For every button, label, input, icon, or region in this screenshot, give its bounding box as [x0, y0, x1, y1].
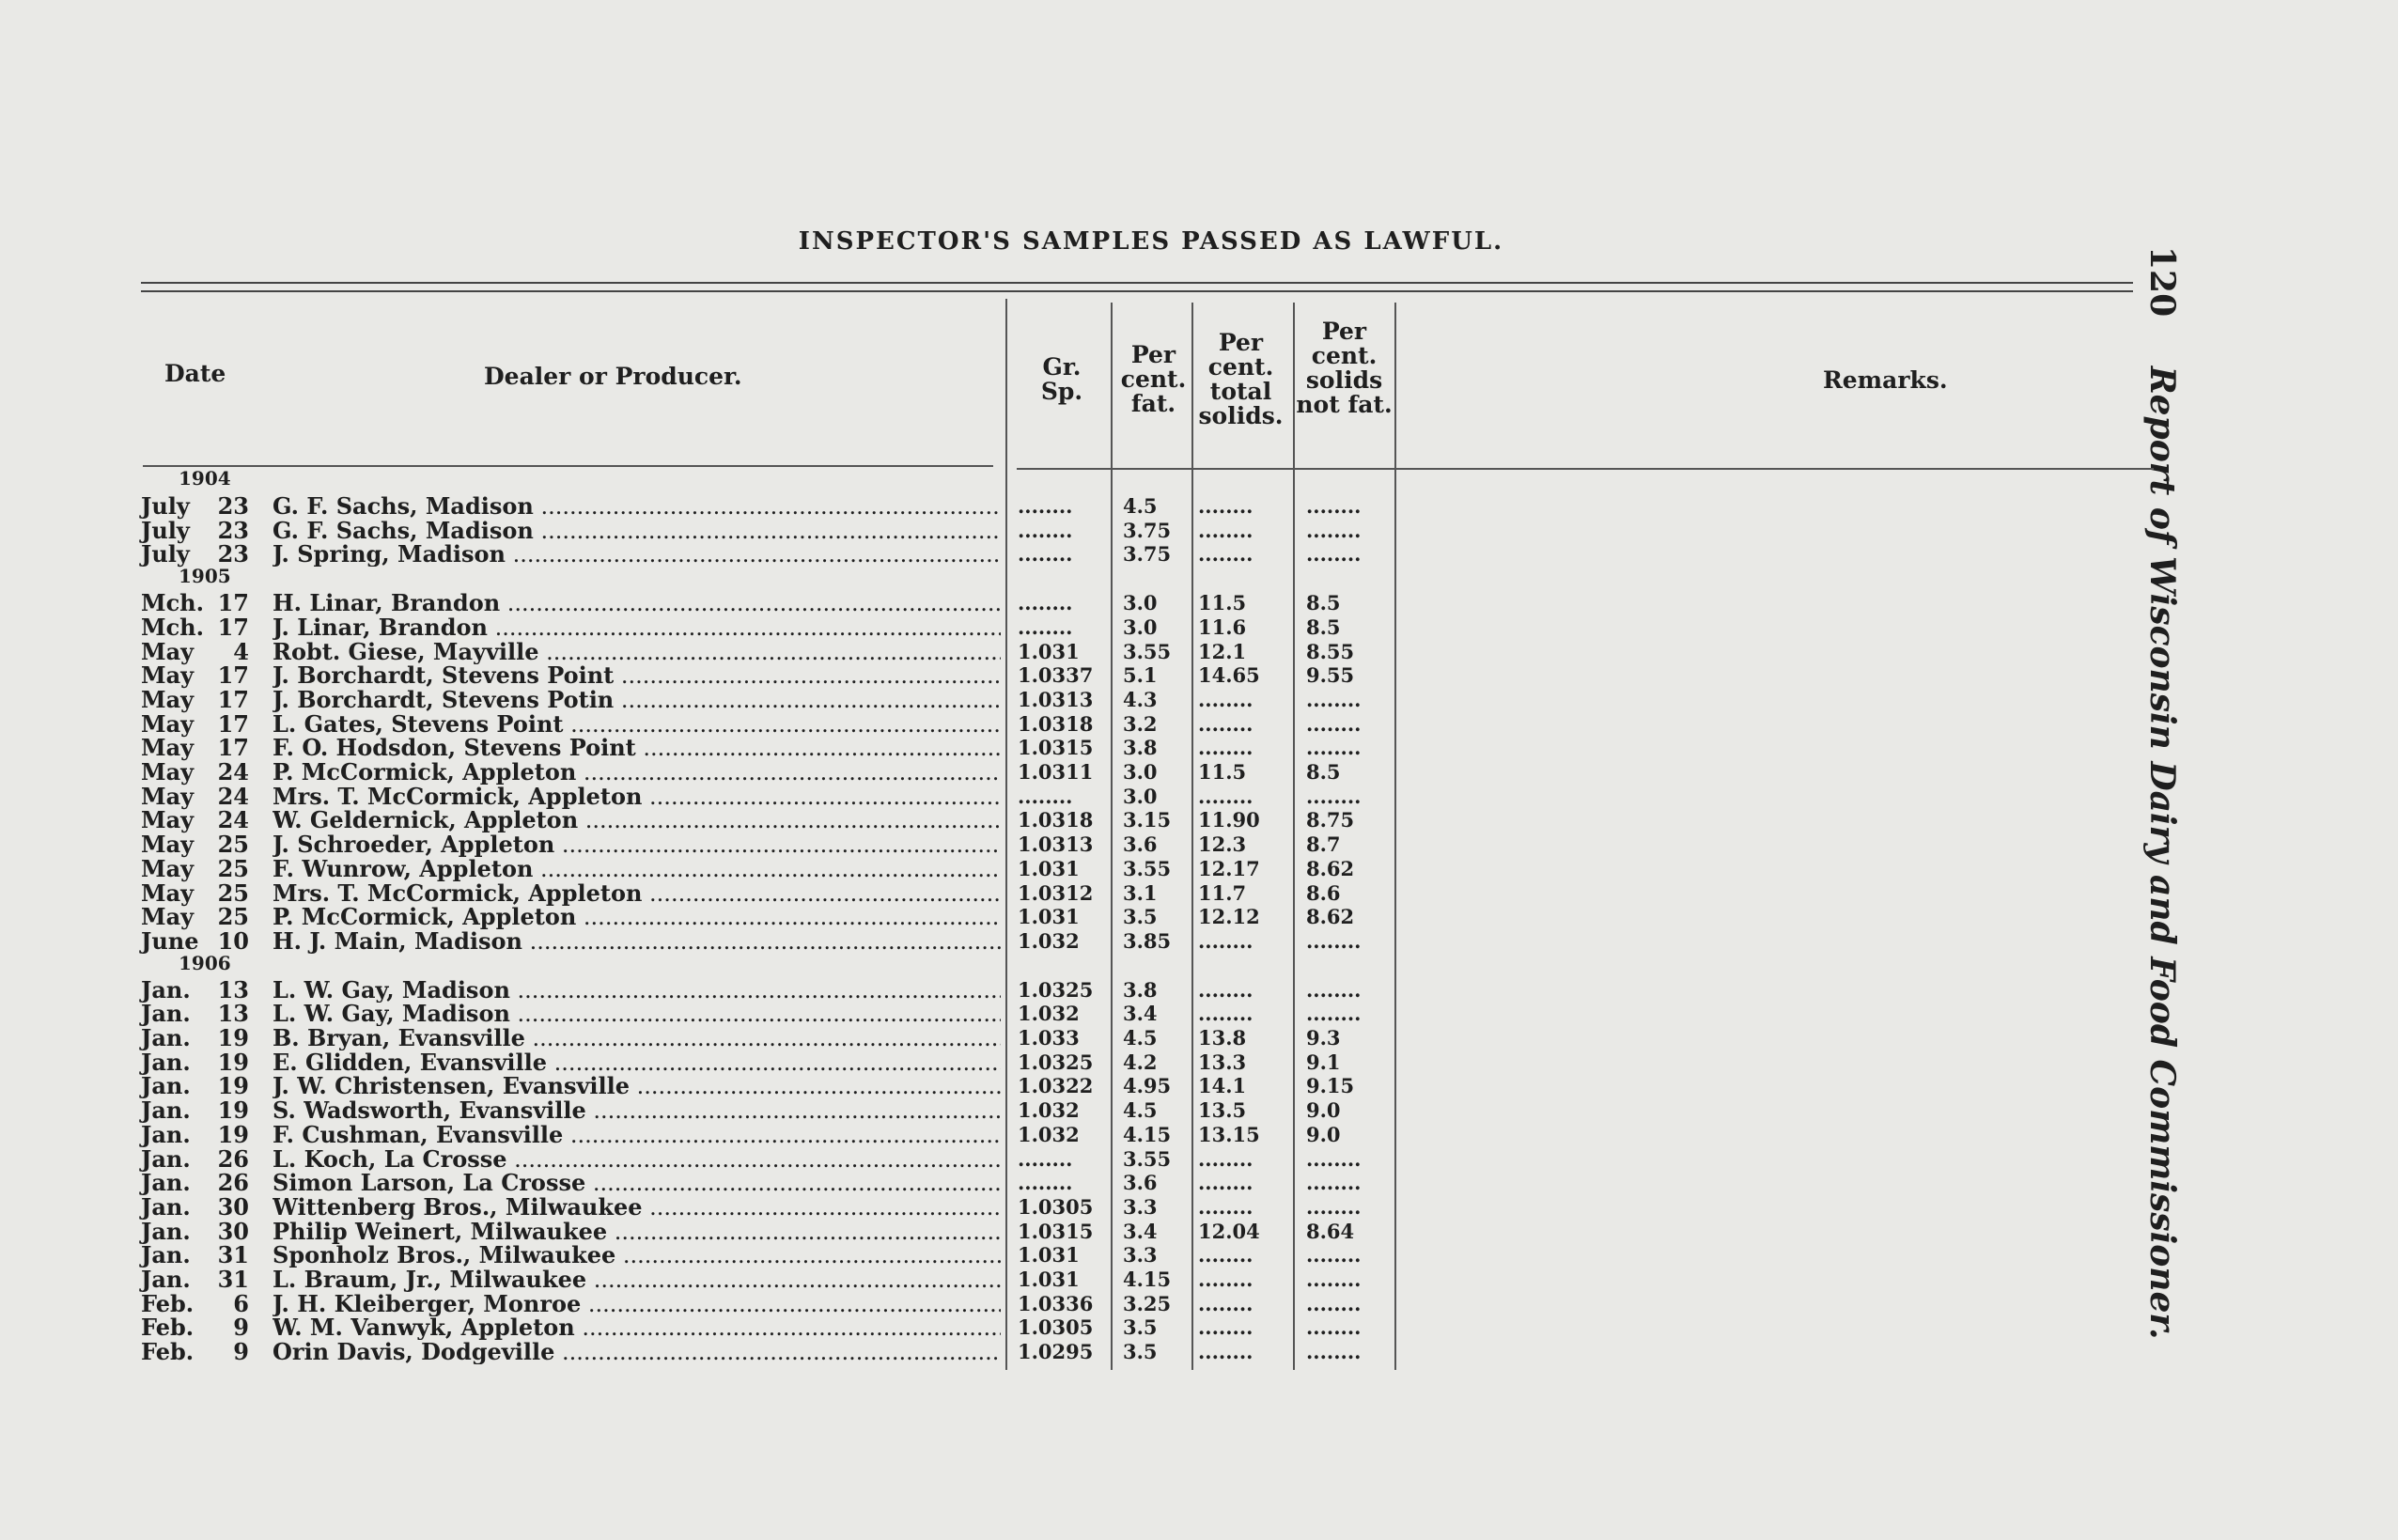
table-row — [0, 1026, 1409, 1050]
row-dealer: J. W. Christensen, Evansville ..... — [272, 1074, 1001, 1098]
row-gr-sp — [1018, 1147, 1102, 1172]
row-solids-not-fat — [1306, 688, 1391, 712]
row-gr-sp: 1.031 — [1018, 905, 1080, 929]
row-total-solids — [1198, 1315, 1283, 1340]
row-dealer: J. Spring, Madison ..... — [272, 542, 1001, 567]
row-dealer: H. Linar, Brandon ..... — [272, 591, 1001, 615]
year-heading-1905: 1905 — [179, 565, 231, 587]
table-row — [0, 760, 1409, 785]
row-day: 23 — [217, 516, 249, 544]
row-day: 19 — [217, 1120, 249, 1148]
row-solids-not-fat — [1306, 736, 1391, 760]
table-row — [0, 905, 1409, 929]
row-day: 31 — [217, 1266, 249, 1293]
row-fat: 3.5 — [1123, 1340, 1158, 1364]
row-day: 24 — [217, 782, 249, 810]
page-number: 120 — [2142, 246, 2182, 318]
row-solids-not-fat: 9.15 — [1306, 1074, 1355, 1098]
row-dealer: W. M. Vanwyk, Appleton ..... — [272, 1315, 1001, 1340]
column-header-gr-sp: Gr. Sp. — [1040, 353, 1083, 405]
row-month: Jan. — [141, 1048, 191, 1076]
row-fat: 3.75 — [1123, 542, 1172, 567]
row-gr-sp: 1.0336 — [1018, 1291, 1094, 1315]
row-dealer: Mrs. T. McCormick, Appleton ..... — [272, 785, 1001, 809]
row-total-solids: 11.5 — [1198, 591, 1247, 615]
row-total-solids — [1198, 1195, 1283, 1220]
table-row — [0, 1243, 1409, 1268]
year-heading-1906: 1906 — [179, 952, 231, 974]
row-gr-sp: 1.032 — [1018, 1002, 1080, 1026]
row-fat: 3.55 — [1123, 1146, 1172, 1171]
row-total-solids: 13.3 — [1198, 1050, 1247, 1074]
row-day: 19 — [217, 1048, 249, 1076]
row-month: Feb. — [141, 1338, 195, 1366]
row-fat: 3.55 — [1123, 856, 1172, 880]
row-dealer: L. Gates, Stevens Point ..... — [272, 712, 1001, 737]
row-gr-sp: 1.032 — [1018, 1122, 1080, 1146]
row-solids-not-fat: 8.75 — [1306, 808, 1355, 832]
row-dealer: L. W. Gay, Madison ..... — [272, 978, 1001, 1003]
row-solids-not-fat — [1306, 1340, 1391, 1364]
row-dealer: S. Wadsworth, Evansville ..... — [272, 1098, 1001, 1123]
column-header-fat: Per cent. fat. — [1120, 341, 1187, 417]
header-underline-left — [143, 465, 993, 467]
row-day: 17 — [217, 589, 249, 617]
row-fat: 3.0 — [1123, 614, 1158, 639]
row-fat: 4.2 — [1123, 1050, 1158, 1074]
table-row — [0, 1120, 1409, 1148]
row-dealer: P. McCormick, Appleton ..... — [272, 760, 1001, 785]
row-fat: 3.5 — [1123, 905, 1158, 929]
row-total-solids: 11.5 — [1198, 760, 1247, 784]
row-day: 30 — [217, 1217, 249, 1245]
row-month: Jan. — [141, 1144, 191, 1173]
row-month: May — [141, 806, 195, 834]
row-fat: 4.5 — [1123, 494, 1158, 518]
row-solids-not-fat — [1306, 1147, 1391, 1172]
row-day: 17 — [217, 661, 249, 690]
row-gr-sp — [1018, 1171, 1102, 1195]
row-dealer: F. Cushman, Evansville ..... — [272, 1123, 1001, 1147]
row-gr-sp: 1.0325 — [1018, 1050, 1094, 1074]
row-solids-not-fat — [1306, 542, 1391, 567]
row-month: May — [141, 831, 195, 859]
row-month: Jan. — [141, 1192, 191, 1221]
row-gr-sp — [1018, 519, 1102, 543]
row-solids-not-fat: 8.62 — [1306, 856, 1355, 880]
column-header-date: Date — [164, 360, 226, 387]
table-row — [0, 975, 1409, 1003]
row-day: 31 — [217, 1241, 249, 1269]
row-gr-sp: 1.032 — [1018, 928, 1080, 953]
row-month: June — [141, 926, 199, 955]
row-total-solids: 12.12 — [1198, 905, 1260, 929]
row-day: 25 — [217, 831, 249, 859]
row-fat: 3.8 — [1123, 977, 1158, 1002]
row-month: July — [141, 540, 190, 568]
row-day: 4 — [233, 637, 249, 665]
row-total-solids — [1198, 1147, 1283, 1172]
row-fat: 4.15 — [1123, 1122, 1172, 1146]
row-month: Mch. — [141, 589, 204, 617]
row-fat: 5.1 — [1123, 663, 1158, 688]
row-month: May — [141, 782, 195, 810]
row-solids-not-fat: 8.64 — [1306, 1219, 1355, 1243]
row-dealer: Orin Davis, Dodgeville ..... — [272, 1340, 1001, 1364]
row-gr-sp: 1.0322 — [1018, 1074, 1094, 1098]
table-row — [0, 637, 1409, 665]
row-fat: 3.6 — [1123, 832, 1158, 857]
row-total-solids — [1198, 1171, 1283, 1195]
column-header-solids-not-fat: Per cent. solids not fat. — [1296, 318, 1393, 418]
row-gr-sp — [1018, 785, 1102, 809]
row-day: 17 — [217, 734, 249, 762]
row-total-solids: 13.5 — [1198, 1098, 1247, 1123]
row-gr-sp: 1.033 — [1018, 1026, 1080, 1050]
table-row — [0, 854, 1409, 882]
row-solids-not-fat — [1306, 712, 1391, 737]
row-day: 13 — [217, 1000, 249, 1028]
row-solids-not-fat — [1306, 519, 1391, 543]
row-month: May — [141, 661, 195, 690]
row-total-solids — [1198, 1243, 1283, 1268]
row-total-solids: 12.17 — [1198, 856, 1260, 880]
row-total-solids — [1198, 712, 1283, 737]
row-gr-sp: 1.031 — [1018, 1243, 1080, 1268]
row-fat: 3.75 — [1123, 518, 1172, 542]
row-month: July — [141, 492, 190, 520]
header-underline-right — [1017, 468, 2154, 470]
row-dealer: J. Borchardt, Stevens Point ..... — [272, 663, 1001, 688]
row-day: 24 — [217, 758, 249, 786]
row-month: Feb. — [141, 1314, 195, 1342]
column-header-total-solids: Per cent. total solids. — [1198, 329, 1284, 429]
year-heading-1904: 1904 — [179, 467, 231, 490]
row-solids-not-fat — [1306, 785, 1391, 809]
row-month: July — [141, 516, 190, 544]
row-gr-sp: 1.0305 — [1018, 1315, 1094, 1340]
row-gr-sp: 1.031 — [1018, 1268, 1080, 1291]
row-gr-sp — [1018, 591, 1102, 615]
row-fat: 3.85 — [1123, 928, 1172, 953]
row-month: Jan. — [141, 1072, 191, 1100]
row-fat: 4.95 — [1123, 1074, 1172, 1098]
row-month: May — [141, 637, 195, 665]
row-day: 13 — [217, 975, 249, 1003]
row-gr-sp: 1.0305 — [1018, 1194, 1094, 1219]
row-month: Jan. — [141, 1000, 191, 1028]
row-solids-not-fat — [1306, 1315, 1391, 1340]
row-month: Jan. — [141, 1169, 191, 1197]
row-total-solids — [1198, 785, 1283, 809]
running-head — [2142, 246, 2182, 1340]
row-fat: 3.0 — [1123, 591, 1158, 615]
row-total-solids: 12.1 — [1198, 639, 1247, 663]
row-gr-sp: 1.0315 — [1018, 1219, 1094, 1243]
row-day: 25 — [217, 854, 249, 882]
row-day: 19 — [217, 1024, 249, 1051]
row-gr-sp — [1018, 494, 1102, 519]
row-day: 19 — [217, 1072, 249, 1100]
row-total-solids — [1198, 688, 1283, 712]
table-row — [0, 663, 1409, 688]
row-solids-not-fat — [1306, 978, 1391, 1003]
row-dealer: P. McCormick, Appleton ..... — [272, 905, 1001, 929]
row-day: 25 — [217, 903, 249, 931]
row-month: May — [141, 709, 195, 738]
row-solids-not-fat — [1306, 1268, 1391, 1292]
row-month: Jan. — [141, 1024, 191, 1051]
row-gr-sp: 1.031 — [1018, 639, 1080, 663]
row-gr-sp: 1.0312 — [1018, 880, 1094, 905]
row-gr-sp: 1.0313 — [1018, 687, 1094, 711]
row-solids-not-fat: 8.5 — [1306, 591, 1341, 615]
row-gr-sp — [1018, 615, 1102, 640]
row-solids-not-fat — [1306, 1171, 1391, 1195]
row-solids-not-fat: 9.1 — [1306, 1050, 1341, 1074]
row-total-solids — [1198, 1292, 1283, 1316]
row-dealer: Robt. Giese, Mayville ..... — [272, 640, 1001, 664]
row-gr-sp: 1.0337 — [1018, 663, 1094, 688]
row-fat: 3.6 — [1123, 1171, 1158, 1195]
table-row — [0, 1171, 1409, 1195]
row-month: May — [141, 758, 195, 786]
header-rule-bottom — [141, 290, 2133, 292]
row-dealer: J. Borchardt, Stevens Potin ..... — [272, 688, 1001, 712]
row-dealer: W. Geldernick, Appleton ..... — [272, 808, 1001, 832]
row-solids-not-fat: 8.5 — [1306, 614, 1341, 639]
table-row — [0, 1217, 1409, 1245]
table-row — [0, 1002, 1409, 1026]
row-solids-not-fat — [1306, 1002, 1391, 1026]
row-solids-not-fat: 8.7 — [1306, 832, 1341, 857]
row-fat: 3.0 — [1123, 760, 1158, 784]
row-total-solids — [1198, 542, 1283, 567]
row-gr-sp: 1.0311 — [1018, 760, 1094, 784]
row-fat: 3.5 — [1123, 1315, 1158, 1340]
table-row — [0, 808, 1409, 832]
row-dealer: J. Linar, Brandon ..... — [272, 615, 1001, 640]
row-day: 25 — [217, 879, 249, 907]
table-row — [0, 1098, 1409, 1123]
table-row — [0, 736, 1409, 760]
row-solids-not-fat: 8.55 — [1306, 639, 1355, 663]
row-fat: 4.5 — [1123, 1026, 1158, 1050]
row-solids-not-fat: 8.62 — [1306, 905, 1355, 929]
table-row — [0, 494, 1409, 519]
row-month: May — [141, 903, 195, 931]
table-row — [0, 685, 1409, 713]
row-gr-sp — [1018, 542, 1102, 567]
row-solids-not-fat: 9.55 — [1306, 663, 1355, 688]
row-dealer: Wittenberg Bros., Milwaukee ..... — [272, 1195, 1001, 1220]
table-row — [0, 542, 1409, 567]
row-month: May — [141, 734, 195, 762]
row-dealer: Simon Larson, La Crosse ..... — [272, 1171, 1001, 1195]
row-dealer: B. Bryan, Evansville ..... — [272, 1026, 1001, 1050]
row-gr-sp: 1.0325 — [1018, 977, 1094, 1002]
table-row — [0, 1192, 1409, 1221]
row-gr-sp: 1.0318 — [1018, 808, 1094, 832]
row-fat: 4.15 — [1123, 1268, 1172, 1291]
row-gr-sp: 1.032 — [1018, 1098, 1080, 1123]
row-fat: 3.55 — [1123, 639, 1172, 663]
table-row — [0, 709, 1409, 738]
row-solids-not-fat — [1306, 929, 1391, 954]
row-total-solids — [1198, 1340, 1283, 1364]
row-dealer: H. J. Main, Madison ..... — [272, 929, 1001, 954]
row-day: 17 — [217, 709, 249, 738]
row-fat: 3.0 — [1123, 784, 1158, 808]
row-day: 9 — [233, 1338, 249, 1366]
table-row — [0, 1268, 1409, 1292]
row-dealer: E. Glidden, Evansville ..... — [272, 1050, 1001, 1075]
row-day: 10 — [217, 926, 249, 955]
row-fat: 3.1 — [1123, 880, 1158, 905]
row-dealer: Philip Weinert, Milwaukee ..... — [272, 1220, 1001, 1244]
row-month: Jan. — [141, 1241, 191, 1269]
row-total-solids — [1198, 519, 1283, 543]
row-total-solids: 14.1 — [1198, 1074, 1247, 1098]
row-day: 23 — [217, 492, 249, 520]
table-row — [0, 1340, 1409, 1364]
row-fat: 3.3 — [1123, 1243, 1158, 1268]
row-day: 23 — [217, 540, 249, 568]
row-day: 17 — [217, 613, 249, 641]
row-fat: 4.5 — [1123, 1098, 1158, 1123]
row-day: 24 — [217, 806, 249, 834]
row-fat: 3.4 — [1123, 1219, 1158, 1243]
row-dealer: F. Wunrow, Appleton ..... — [272, 857, 1001, 881]
table-row — [0, 832, 1409, 857]
row-day: 6 — [233, 1289, 249, 1317]
row-total-solids — [1198, 736, 1283, 760]
table-row — [0, 516, 1409, 544]
row-dealer: G. F. Sachs, Madison ..... — [272, 494, 1001, 519]
row-month: Jan. — [141, 1097, 191, 1125]
row-total-solids: 11.7 — [1198, 880, 1247, 905]
page-title: INSPECTOR'S SAMPLES PASSED AS LAWFUL. — [798, 227, 1504, 256]
row-gr-sp: 1.0313 — [1018, 832, 1094, 857]
row-solids-not-fat: 8.6 — [1306, 880, 1341, 905]
row-gr-sp: 1.0318 — [1018, 711, 1094, 736]
table-row — [0, 881, 1409, 906]
row-dealer: Sponholz Bros., Milwaukee ..... — [272, 1243, 1001, 1268]
table-row — [0, 1074, 1409, 1098]
table-row — [0, 782, 1409, 810]
table-row — [0, 1144, 1409, 1173]
row-month: Jan. — [141, 1120, 191, 1148]
row-dealer: Mrs. T. McCormick, Appleton ..... — [272, 881, 1001, 906]
row-solids-not-fat: 9.0 — [1306, 1122, 1341, 1146]
row-gr-sp: 1.0295 — [1018, 1340, 1094, 1364]
table-row — [0, 1050, 1409, 1075]
row-dealer: J. H. Kleiberger, Monroe ..... — [272, 1292, 1001, 1316]
row-gr-sp: 1.0315 — [1018, 736, 1094, 760]
row-total-solids — [1198, 1002, 1283, 1026]
row-day: 9 — [233, 1314, 249, 1342]
header-rule-top — [141, 282, 2133, 284]
row-dealer: G. F. Sachs, Madison ..... — [272, 519, 1001, 543]
row-month: Mch. — [141, 613, 204, 641]
row-solids-not-fat — [1306, 1195, 1391, 1220]
row-total-solids: 13.15 — [1198, 1122, 1260, 1146]
column-header-dealer: Dealer or Producer. — [484, 363, 742, 390]
row-dealer: L. Koch, La Crosse ..... — [272, 1147, 1001, 1172]
row-total-solids: 11.6 — [1198, 614, 1247, 639]
row-gr-sp: 1.031 — [1018, 856, 1080, 880]
row-total-solids — [1198, 1268, 1283, 1292]
row-solids-not-fat — [1306, 494, 1391, 519]
row-day: 19 — [217, 1097, 249, 1125]
row-month: May — [141, 854, 195, 882]
running-head-text: Report of Wisconsin Dairy and Food Commissioner. — [2142, 366, 2182, 1340]
row-total-solids — [1198, 929, 1283, 954]
table-row — [0, 615, 1409, 640]
row-total-solids: 12.04 — [1198, 1219, 1260, 1243]
row-fat: 3.15 — [1123, 808, 1172, 832]
row-total-solids: 13.8 — [1198, 1026, 1247, 1050]
row-dealer: J. Schroeder, Appleton ..... — [272, 832, 1001, 857]
row-day: 26 — [217, 1169, 249, 1197]
row-solids-not-fat: 9.0 — [1306, 1098, 1341, 1123]
row-total-solids: 12.3 — [1198, 832, 1247, 857]
table-row — [0, 1289, 1409, 1317]
row-month: May — [141, 685, 195, 713]
row-total-solids — [1198, 978, 1283, 1003]
row-fat: 3.4 — [1123, 1002, 1158, 1026]
row-solids-not-fat: 8.5 — [1306, 760, 1341, 784]
row-day: 26 — [217, 1144, 249, 1173]
row-month: May — [141, 879, 195, 907]
row-day: 30 — [217, 1192, 249, 1221]
column-header-remarks: Remarks. — [1823, 366, 1948, 394]
row-fat: 3.25 — [1123, 1291, 1172, 1315]
row-dealer: L. Braum, Jr., Milwaukee ..... — [272, 1268, 1001, 1292]
row-solids-not-fat — [1306, 1292, 1391, 1316]
row-total-solids — [1198, 494, 1283, 519]
row-solids-not-fat — [1306, 1243, 1391, 1268]
row-dealer: L. W. Gay, Madison ..... — [272, 1002, 1001, 1026]
row-month: Jan. — [141, 975, 191, 1003]
row-month: Jan. — [141, 1266, 191, 1293]
row-fat: 3.2 — [1123, 711, 1158, 736]
table-row — [0, 926, 1409, 955]
row-total-solids: 11.90 — [1198, 808, 1260, 832]
row-solids-not-fat: 9.3 — [1306, 1026, 1341, 1050]
row-day: 17 — [217, 685, 249, 713]
row-fat: 4.3 — [1123, 687, 1158, 711]
row-month: Feb. — [141, 1289, 195, 1317]
row-month: Jan. — [141, 1217, 191, 1245]
row-dealer: F. O. Hodsdon, Stevens Point ..... — [272, 736, 1001, 760]
table-row — [0, 1315, 1409, 1340]
table-row — [0, 591, 1409, 615]
row-fat: 3.8 — [1123, 736, 1158, 760]
row-total-solids: 14.65 — [1198, 663, 1260, 688]
row-fat: 3.3 — [1123, 1194, 1158, 1219]
